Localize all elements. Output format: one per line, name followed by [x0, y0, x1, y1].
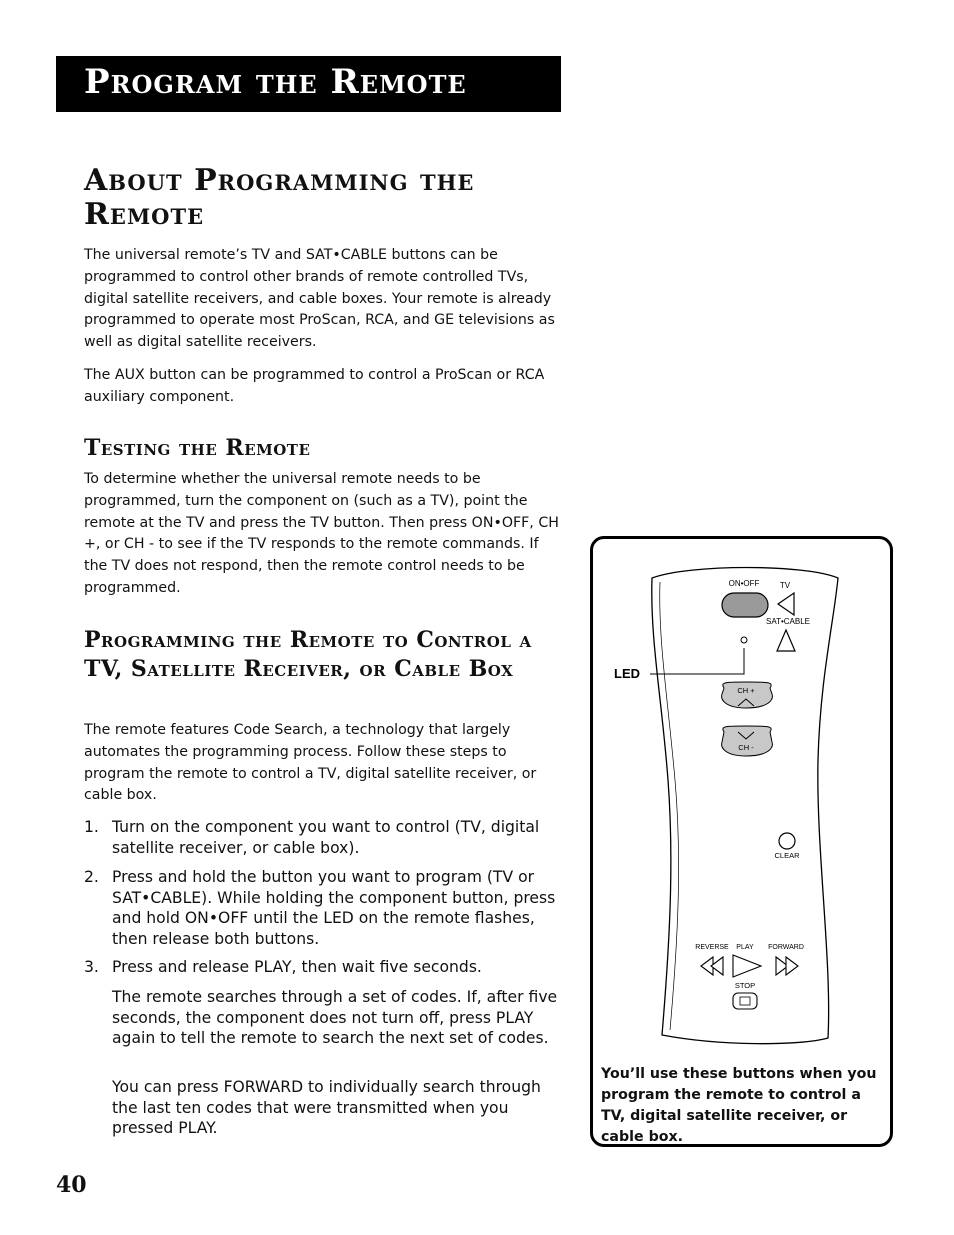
ch-up-label: CH +: [737, 686, 755, 695]
step-2: [84, 867, 566, 949]
step-text: Press and hold the button you want to program (TV or SAT•CABLE). While holding the component button, press and hold ON•OFF until the LED on the remote flashes, then release both buttons.: [112, 868, 556, 948]
play-label: PLAY: [736, 944, 754, 951]
figure-caption: You’ll use these buttons when you program the remote to control a TV, digital satellite receiver, or cable box.: [601, 1066, 877, 1145]
ch-down-label: CH -: [738, 743, 754, 752]
remote-illustration: [600, 560, 890, 1060]
step-text: Press and release PLAY, then wait five seconds.: [112, 958, 482, 976]
on-off-label: ON•OFF: [728, 579, 760, 588]
stop-label: STOP: [734, 981, 756, 990]
forward-label: FORWARD: [768, 944, 804, 951]
led-indicator: [741, 637, 747, 643]
tv-label: TV: [779, 581, 791, 590]
step-number: 2.: [84, 868, 99, 886]
stop-button: [733, 993, 757, 1009]
step-note-2: [84, 1077, 566, 1139]
note-text: You can press FORWARD to individually search through the last ten codes that were transmitted when you pressed PLAY.: [112, 1078, 541, 1137]
step-note-1: [84, 987, 566, 1049]
note-text: The remote searches through a set of codes. If, after five seconds, the component does not turn off, press PLAY again to tell the remote to search the next set of codes.: [112, 988, 558, 1047]
programming-intro: The remote features Code Search, a technology that largely automates the programming process. Follow these steps to program the remote to control a TV, digital satellite receiver, or cable box.: [84, 722, 537, 804]
reverse-label: REVERSE: [695, 944, 729, 951]
clear-label: CLEAR: [774, 851, 800, 860]
step-number: 3.: [84, 958, 99, 976]
page-number: 40: [56, 1172, 87, 1198]
programming-heading: Programming the Remote to Control a TV, Satellite Receiver, or Cable Box: [84, 627, 532, 682]
sat-cable-label: SAT•CABLE: [766, 617, 810, 626]
on-off-button: [722, 593, 768, 617]
section-banner: [56, 56, 561, 112]
step-number: 1.: [84, 818, 99, 836]
section-title: Program the Remote: [84, 62, 467, 102]
step-text: Turn on the component you want to control (TV, digital satellite receiver, or cable box).: [112, 818, 540, 857]
clear-button: [779, 833, 795, 849]
led-label: LED: [614, 666, 640, 681]
testing-paragraph: To determine whether the universal remote needs to be programmed, turn the component on (such as a TV), point the remote at the TV and press the TV button. Then press ON•OFF, CH +, or CH - to see if the TV responds to the remote commands. If the TV does not respond, then the remote control needs to be programmed.: [84, 471, 559, 596]
testing-heading: Testing the Remote: [84, 435, 311, 461]
about-paragraph-2: The AUX button can be programmed to control a ProScan or RCA auxiliary component.: [84, 367, 545, 405]
step-1: [84, 817, 566, 858]
about-paragraph-1: The universal remote’s TV and SAT•CABLE buttons can be programmed to control other brands of remote controlled TVs, digital satellite receivers, and cable boxes. Your remote is already programmed to operate most ProScan, RCA, and GE televisions as well as digital satellite receivers.: [84, 247, 555, 351]
step-3: [84, 957, 566, 978]
about-heading: About Programming the Remote: [84, 163, 475, 232]
